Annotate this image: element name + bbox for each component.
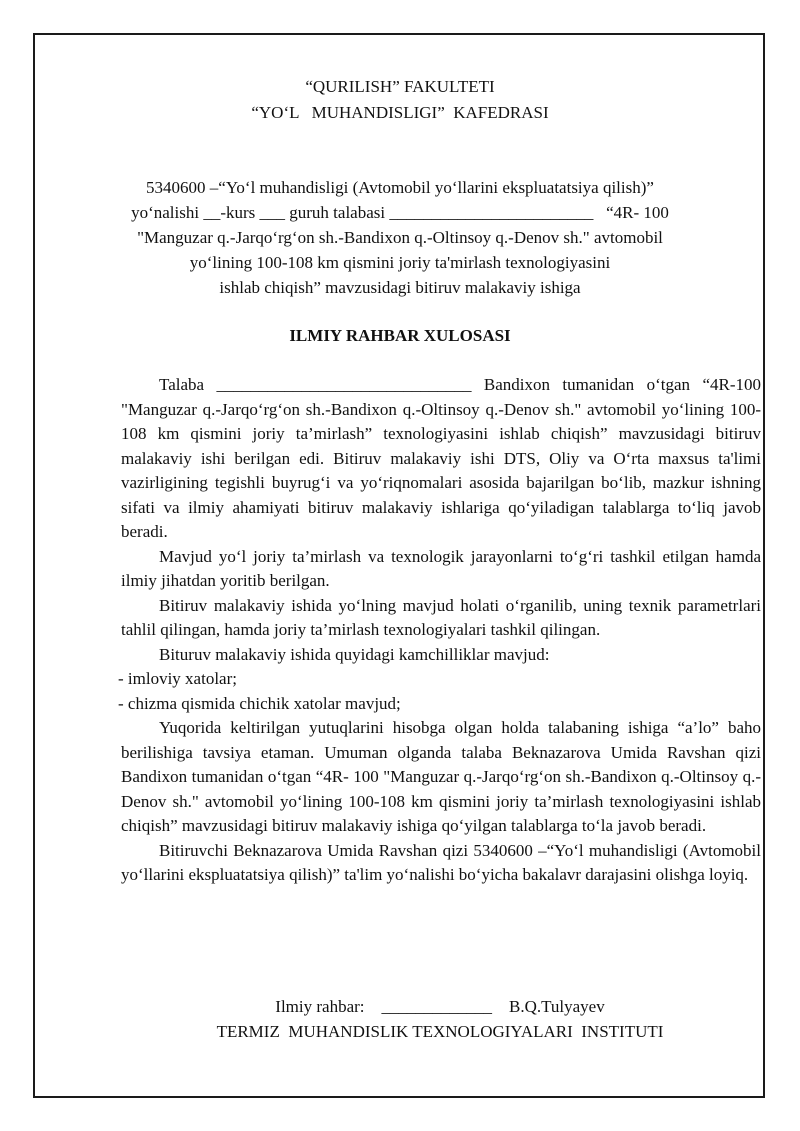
supervisor-signature: Ilmiy rahbar: _____________ B.Q.Tulyayev bbox=[275, 997, 605, 1016]
faculty-heading: “QURILISH” FAKULTETI bbox=[305, 77, 495, 96]
subject-line-1: 5340600 –“Yo‘l muhandisligi (Avtomobil yo‘llarini ekspluatatsiya qilish)” bbox=[146, 178, 654, 197]
institute-name: TERMIZ MUHANDISLIK TEXNOLOGIYALARI INSTITUTI bbox=[216, 1022, 664, 1041]
paragraph-shortcomings: Bituruv malakaviy ishida quyidagi kamchilliklar mavjud: bbox=[159, 644, 550, 664]
paragraph-qualification: Bitiruvchi Beknazarova Umida Ravshan qizi 5340600 –“Yo‘l muhandisligi (Avtomobil yo‘llarini ekspluatatsiya qilish)” ta'lim yo‘nalishi bo‘yicha bakalavr darajasini olishga loyiq. bbox=[121, 840, 761, 884]
subject-line-5: ishlab chiqish” mavzusidagi bitiruv malakaviy ishiga bbox=[219, 278, 581, 297]
document-title: ILMIY RAHBAR XULOSASI bbox=[289, 326, 511, 345]
paragraph-recommendation: Yuqorida keltirilgan yutuqlarini hisobga olgan holda talabaning ishiga “a’lo” baho berilishiga tavsiya etaman. Umuman olganda talaba Beknazarova Umida Ravshan qizi Bandixon tumanidan o‘tgan “4R- 100 "Manguzar q.-Jarqo‘rg‘on sh.-Bandixon q.-Oltinsoy q.-Denov sh." avtomobil yo‘lining 100-108 km qismini joriy ta’mirlash texnologiyasini ishlab chiqish” mavzusidagi bitiruv malakaviy ishiga qo‘yilgan talablarga to‘la javob beradi. bbox=[121, 718, 761, 835]
shortcoming-item-2: - chizma qismida chichik xatolar mavjud; bbox=[118, 693, 401, 713]
subject-line-2: yo‘nalishi __-kurs ___ guruh talabasi ________________________ “4R- 100 bbox=[131, 203, 669, 222]
paragraph-intro: Talaba ______________________________ Bandixon tumanidan o‘tgan “4R-100 "Manguzar q.-Jarqo‘rg‘on sh.-Bandixon q.-Oltinsoy q.-Denov sh." avtomobil yo‘lining 100-108 km qismini joriy ta’mirlash” texnologiyasini ishlab chiqish” mavzusidagi bitiruv malakaviy ishi berilgan edi. Bitiruv malakaviy ishi DTS, Oliy va O‘rta maxsus ta'limi vazirligining tegishli buyrug‘i va yo‘riqnomalari asosida bajarilgan bo‘lib, mazkur ishning sifati va ilmiy ahamiyati bitiruv malakaviy ishlariga qo‘yiladigan talablarga to‘liq javob beradi. bbox=[121, 375, 761, 541]
subject-line-3: "Manguzar q.-Jarqo‘rg‘on sh.-Bandixon q.-Oltinsoy q.-Denov sh." avtomobil bbox=[137, 228, 663, 247]
subject-line-4: yo‘lining 100-108 km qismini joriy ta'mirlash texnologiyasini bbox=[189, 253, 611, 272]
paragraph-process: Mavjud yo‘l joriy ta’mirlash va texnologik jarayonlarni to‘g‘ri tashkil etilgan hamda ilmiy jihatdan yoritib berilgan. bbox=[121, 546, 761, 590]
department-heading: “YO‘L MUHANDISLIGI” KAFEDRASI bbox=[251, 103, 549, 122]
shortcoming-item-1: - imloviy xatolar; bbox=[118, 669, 237, 688]
conclusion-body bbox=[118, 373, 761, 888]
paragraph-analysis: Bitiruv malakaviy ishida yo‘lning mavjud holati o‘rganilib, uning texnik parametrlari tahlil qilingan, hamda joriy ta’mirlash texnologiyalari tashkil qilingan. bbox=[121, 595, 761, 639]
